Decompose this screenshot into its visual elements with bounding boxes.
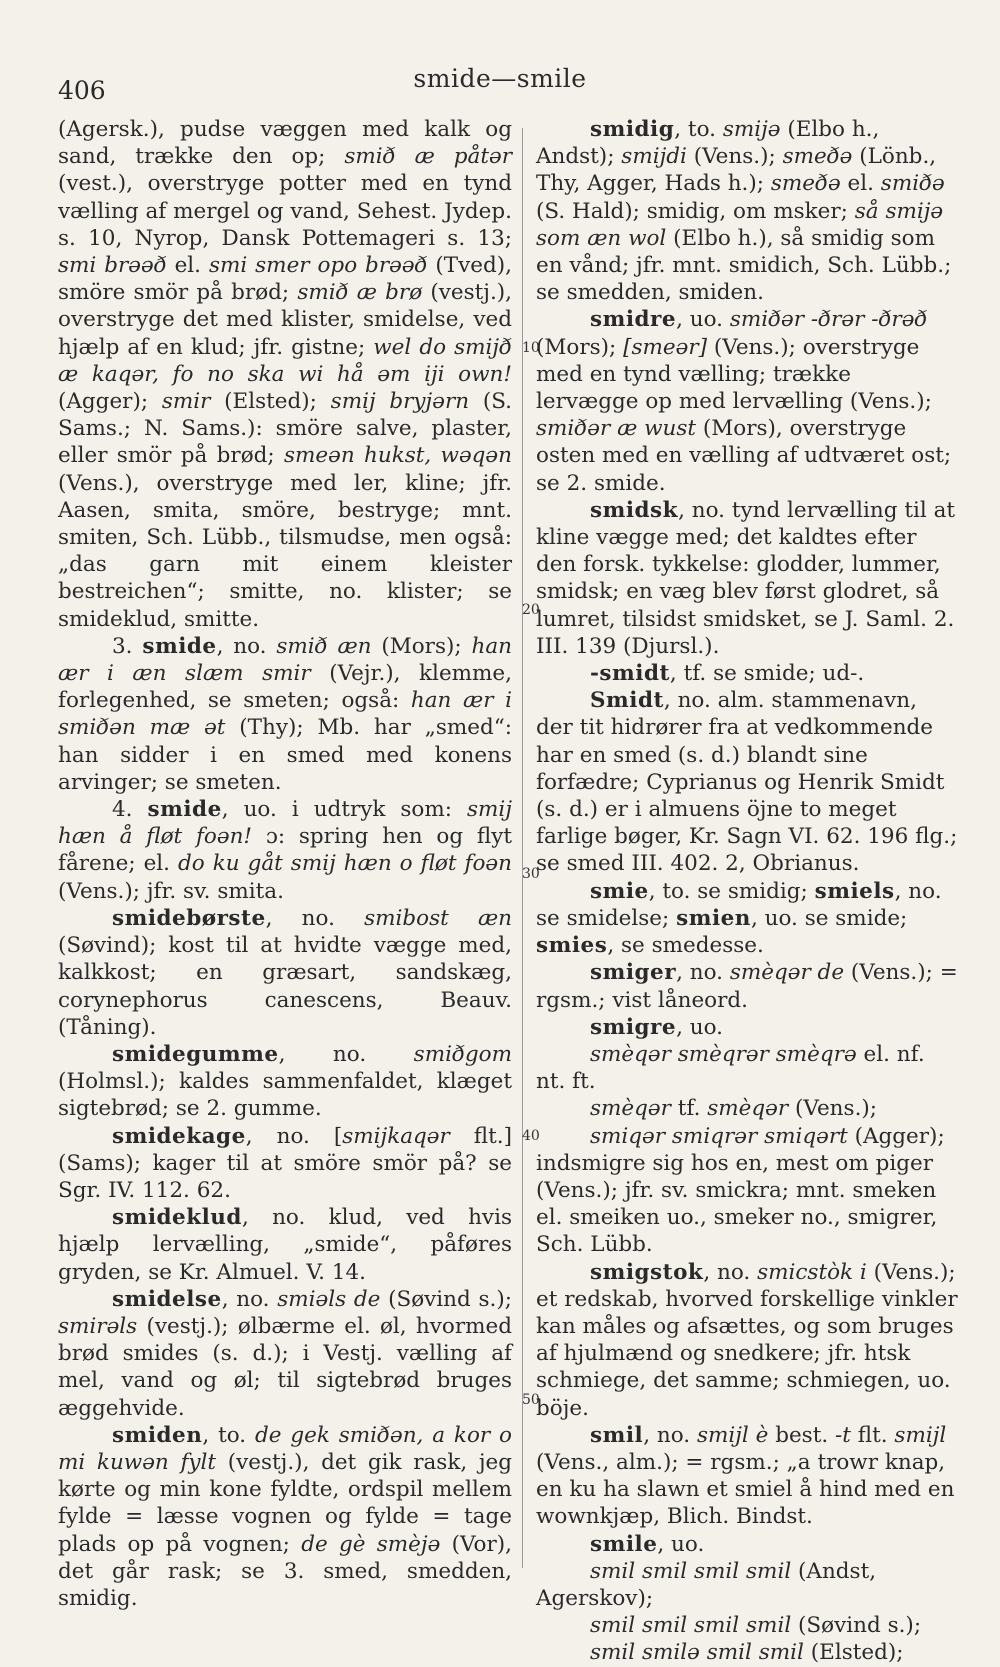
headword: smide [147, 797, 222, 823]
definition-text: , tf. se smide; ud-. [669, 661, 865, 687]
dictionary-entry [536, 1558, 960, 1612]
definition-text: flt. [850, 1422, 895, 1448]
definition-text: , uo. [676, 307, 730, 333]
definition-text: ɔ: spring hen og flyt fårene; el. [58, 824, 512, 877]
dialect-form: smèqər smèqrər smèqrə [590, 1041, 857, 1067]
headword: smiden [112, 1422, 203, 1448]
definition-text: (Thy); Mb. har „smed“: han sidder i en smed med konens arvinger; se smeten. [58, 715, 512, 795]
definition-text: , uo. [657, 1531, 705, 1557]
dialect-form: smij hæn å fløt foən! [58, 797, 512, 850]
definition-text: el. nf. nt. ft. [536, 1041, 925, 1095]
definition-text: , no. [703, 1259, 758, 1285]
definition-text: (Vens.); jfr. sv. smita. [58, 878, 284, 904]
definition-text: best. [768, 1422, 836, 1448]
definition-text: , se smedesse. [607, 933, 764, 959]
definition-text: (Agger); indsmigre sig hos en, mest om piger (Vens.); jfr. sv. smickra; mnt. smeken el. smeiken uo., smeker no., smigrer, Sch. Lübb. [536, 1123, 945, 1258]
dictionary-entry [58, 796, 512, 905]
dialect-form: smijdi [621, 144, 687, 170]
headword: smile [590, 1531, 658, 1557]
dictionary-entry [58, 1123, 512, 1205]
dialect-form: de gek smiðən, a kor o mi kuwən fylt [58, 1422, 512, 1475]
dialect-form: smèqər [590, 1096, 671, 1122]
headword: smien [676, 905, 751, 931]
definition-text: (Andst, Agerskov); [536, 1558, 877, 1611]
definition-text: , no. se smidelse; [536, 878, 942, 931]
dictionary-entry [536, 1095, 960, 1122]
definition-text: (Holmsl.); kaldes sammenfaldet, klæget sigtebrød; se 2. gumme. [58, 1069, 512, 1122]
headword: smide [142, 633, 217, 659]
definition-text: , no. [676, 960, 730, 986]
headword: smidelse [112, 1286, 222, 1312]
definition-text: , no. [643, 1422, 697, 1448]
definition-text: (Agersk.), pudse væggen med kalk og sand, trække den op; [58, 117, 512, 170]
definition-text: (vest.), overstryge potter med en tynd vælling af mergel og vand, Sehest. Jydep. s. 10, Nyrop, Dansk Pottemageri s. 13; [58, 171, 512, 251]
definition-text: (S. Sams.; N. Sams.): smöre salve, plaster, eller smör på brød; [58, 389, 513, 469]
definition-text: el. [166, 253, 209, 279]
dictionary-entry [58, 633, 512, 796]
headword: smidekage [112, 1123, 246, 1149]
dictionary-entry [58, 1286, 512, 1422]
dictionary-entry [536, 306, 960, 496]
definition-text: (Vens.); [686, 144, 783, 170]
dialect-form: smijə [722, 117, 781, 142]
definition-text: (vestj.), overstryge det med klister, smidelse, ved hjælp af en klud; jfr. gistne; [58, 280, 512, 360]
definition-text: (Mors); [536, 334, 624, 360]
headword: Smidt [590, 688, 664, 714]
definition-text: , to. [674, 117, 723, 142]
definition-text: (Vejr.), klemme, forlegenhed, se smeten; også: [58, 661, 512, 714]
dictionary-entry [536, 959, 960, 1013]
dialect-form: smil smil smil smil [590, 1558, 792, 1584]
dialect-form: smiəls de [277, 1286, 381, 1312]
headword: smies [536, 933, 608, 959]
dialect-form: smi smer opo brəəð [208, 253, 428, 279]
definition-text: (Mors); [371, 633, 472, 659]
definition-text: , no. [221, 1286, 278, 1312]
definition-text: (Søvind); kost til at hvidte vægge med, kalkkost; en græsart, sandskæg, corynephorus canescens, Beauv. (Tåning). [58, 933, 512, 1040]
headword: smigstok [590, 1259, 704, 1285]
definition-text: , no. [ [245, 1123, 343, 1149]
definition-text: (Søvind s.); [380, 1286, 512, 1312]
dictionary-entry [536, 1612, 960, 1639]
definition-text: (Elsted); [803, 1640, 904, 1666]
definition-text: , uo. se smide; [750, 905, 908, 931]
definition-text: 4. [112, 797, 148, 823]
headword: smidebørste [112, 905, 266, 931]
dialect-form: do ku gåt smij hæn o fløt foən [178, 851, 512, 877]
dialect-form: smicstòk i [757, 1259, 867, 1285]
dialect-form: smiðə [880, 171, 945, 197]
headword: smideklud [112, 1205, 242, 1231]
line-marker: 20 [522, 602, 540, 618]
definition-text: , no. alm. stammenavn, der tit hidrører fra at vedkommende har en smed (s. d.) blandt sine forfædre; Cyprianus og Henrik Smidt (s. d.) er i almuens öjne to meget farlige bøger, Kr. Sagn VI. 62. 196 flg.; se smed III. 402. 2, Obrianus. [536, 688, 958, 877]
dictionary-entry [536, 878, 960, 960]
dictionary-entry [536, 1041, 960, 1095]
line-marker: 10 [522, 340, 540, 356]
definition-text: , no. [216, 633, 277, 659]
dialect-form: smirəls [58, 1313, 138, 1339]
dialect-form: smij bryjərn [330, 389, 470, 415]
dictionary-entry [58, 1422, 512, 1612]
dialect-form: smiðər -ðrər -ðrəð [729, 307, 928, 333]
line-marker: 50 [522, 1392, 540, 1408]
definition-text: (Elbo h., Andst); [536, 117, 880, 170]
headword: smidre [590, 307, 677, 333]
dialect-form: smijl è [696, 1422, 769, 1448]
dictionary-entry [58, 1041, 512, 1123]
dialect-form: smil smil smil smil [590, 1613, 792, 1639]
definition-text: (Vens.); = rgsm.; vist låneord. [536, 960, 958, 1013]
definition-text: (Vens.), overstryge med ler, kline; jfr. Aasen, smita, smöre, bestryge; mnt. smiten, Sch. Lübb., tilsmudse, men også: „das garn mit einem kleister bestreichen“; smitte, no. klister; se smideklud, smitte. [58, 470, 512, 632]
dictionary-entry [536, 660, 960, 687]
dictionary-entry [536, 1259, 960, 1422]
definition-text: (Vor), det går rask; se 3. smed, smedden, smidig. [58, 1531, 512, 1611]
dialect-form: [smeər] [623, 334, 708, 360]
dialect-form: smeðə [770, 171, 841, 197]
definition-text: (vestj.); ølbærme el. øl, hvormed brød smides (s. d.); i Vestj. vælling af mel, vand og øl; til sigtebrød bruges æggehvide. [58, 1313, 512, 1421]
line-marker: 30 [522, 866, 540, 882]
running-head: smide—smile [413, 64, 587, 93]
dictionary-entry [536, 497, 960, 660]
right-column [536, 116, 960, 1667]
definition-text: , no. [265, 905, 365, 931]
dialect-form: smijl [894, 1422, 947, 1448]
headword: smiels [814, 878, 895, 904]
dialect-form: han ær i smiðən mæ ət [58, 688, 512, 741]
definition-text: 3. [112, 633, 143, 659]
headword: -smidt [590, 661, 670, 687]
definition-text: el. [840, 171, 881, 197]
dictionary-entry [536, 1014, 960, 1041]
dialect-form: smir [161, 389, 211, 415]
dialect-form: smèqər de [729, 960, 845, 986]
dialect-form: smeðə [782, 144, 853, 170]
headword: smidegumme [112, 1041, 279, 1067]
dialect-form: smi brəəð [58, 253, 167, 279]
dictionary-entry [58, 116, 512, 633]
page-number: 406 [58, 76, 106, 105]
dialect-form: wel do smijð æ kaqər, fo no ska wi hå əm iji own! [58, 334, 512, 387]
headword: smigre [590, 1014, 677, 1040]
headword: smie [590, 878, 649, 904]
dialect-form: smið æn [276, 633, 372, 659]
dialect-form: smiðgom [413, 1041, 512, 1067]
dialect-form: de gè smèjə [301, 1531, 441, 1557]
definition-text: (Agger); [58, 389, 162, 415]
left-column [58, 116, 512, 1612]
dictionary-entry [536, 1422, 960, 1531]
definition-text: tf. [670, 1096, 708, 1122]
dictionary-entry [536, 116, 960, 306]
headword: smidig [590, 117, 675, 142]
definition-text: (vestj.), det gik rask, jeg kørte og min kone fyldte, ordspil mellem fylde = læsse vognen og fylde = tage plads op på vognen; [58, 1449, 513, 1557]
definition-text: , to. se smidig; [648, 878, 815, 904]
dictionary-entry [536, 1639, 960, 1666]
headword: smil [590, 1422, 644, 1448]
definition-text: , uo. [676, 1014, 723, 1040]
dictionary-entry [536, 1531, 960, 1558]
dictionary-entry [536, 1123, 960, 1259]
dialect-form: smibost æn [364, 905, 512, 931]
definition-text: flt.] (Sams); kager til at smöre smör på? se Sgr. IV. 112. 62. [58, 1123, 513, 1203]
dictionary-entry [58, 905, 512, 1041]
definition-text: (Tved), smöre smör på brød; [58, 253, 513, 306]
headword: smidsk [590, 497, 679, 523]
definition-text: (Elbo h.), så smidig som en vånd; jfr. mnt. smidich, Sch. Lübb.; se smedden, smiden. [536, 225, 952, 306]
dialect-form: -t [835, 1422, 851, 1448]
definition-text: (Lönb., Thy, Agger, Hads h.); [536, 144, 937, 197]
definition-text: , no. [278, 1041, 414, 1067]
definition-text: (Vens.); [788, 1096, 878, 1122]
definition-text: (Mors), overstryge osten med en vælling af udtværet ost; se 2. smide. [536, 416, 952, 496]
definition-text: (Søvind s.); [791, 1613, 922, 1639]
dialect-form: han ær i æn slæm smir [58, 633, 512, 687]
dialect-form: smiðər æ wust [536, 416, 697, 442]
definition-text: (S. Hald); smidig, om msker; [536, 198, 855, 224]
definition-text: (Vens.); et redskab, hvorved forskellige vinkler kan måles og afsættes, og som bruges af hjulmænd og snedkere; jfr. htsk schmiege, det samme; schmiegen, uo. böje. [536, 1259, 958, 1421]
headword: smiger [590, 960, 677, 986]
definition-text: , to. [202, 1422, 255, 1448]
dialect-form: smið æ påtər [344, 144, 512, 170]
definition-text: , no. tynd lervælling til at kline vægge med; det kaldtes efter den forsk. tykkelse: glodder, lummer, smidsk; en væg blev først glodret, så lumret, tilsidst smidsket, se J. Saml. 2. III. 139 (Djursl.). [536, 497, 956, 659]
definition-text: (Vens.); overstryge med en tynd vælling; trække lervægge op med lervælling (Vens.); [536, 334, 932, 415]
line-marker: 40 [522, 1128, 540, 1144]
dialect-form: smiqər smiqrər smiqərt [590, 1123, 848, 1149]
definition-text: , no. klud, ved hvis hjælp lervælling, „smide“, påføres gryden, se Kr. Almuel. V. 14. [58, 1205, 512, 1285]
dialect-form: smijkaqər [342, 1123, 450, 1149]
definition-text: (Vens., alm.); = rgsm.; „a trowr knap, en ku ha slawn et smiel å hind med en wownkjæp, Blich. Bindst. [536, 1449, 955, 1530]
dialect-form: smið æ brø [297, 280, 423, 306]
dialect-form: smeən hukst, wəqən [283, 443, 513, 469]
definition-text: , uo. i udtryk som: [221, 797, 468, 823]
dictionary-entry [58, 1204, 512, 1286]
dictionary-entry [536, 687, 960, 877]
dialect-form: så smijə som æn wol [536, 198, 944, 251]
definition-text: (Elsted); [210, 389, 331, 415]
dialect-form: smèqər [707, 1096, 789, 1122]
dialect-form: smil smilə smil smil [590, 1640, 804, 1666]
